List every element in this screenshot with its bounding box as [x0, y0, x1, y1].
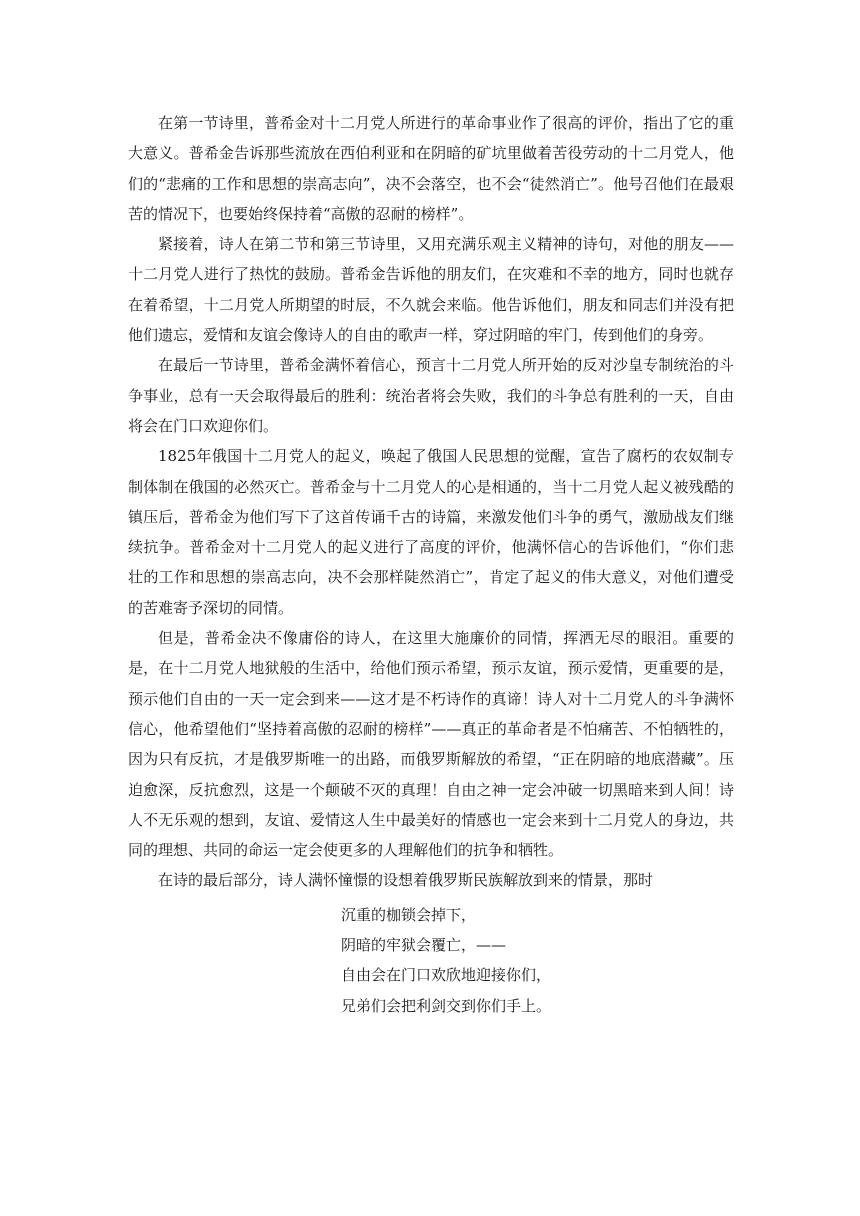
paragraph-3: 在最后一节诗里，普希金满怀着信心，预言十二月党人所开始的反对沙皇专制统治的斗争事业，总有一天会取得最后的胜利：统治者将会失败，我们的斗争总有胜利的一天，自由将会在门口欢迎你们。 [128, 356, 734, 435]
paragraph-5: 但是，普希金决不像庸俗的诗人，在这里大施廉价的同情，挥洒无尽的眼泪。重要的是，在十二月党人地狱般的生活中，给他们预示希望，预示友谊，预示爱情，更重要的是，预示他们自由的一天一定会到来——这才是不朽诗作的真谛！诗人对十二月党人的斗争满怀信心，他希望他们“坚持着高傲的忍耐的榜样”——真正的革命者是不怕痛苦、不怕牺牲的，因为只有反抗，才是俄罗斯唯一的出路，而俄罗斯解放的希望，“正在阴暗的地底潜藏”。压迫愈深，反抗愈烈，这是一个颠破不灭的真理！自由之神一定会冲破一切黑暗来到人间！诗人不无乐观的想到，友谊、爱情这人生中最美好的情感也一定会来到十二月党人的身边，共同的理想、共同的命运一定会使更多的人理解他们的抗争和牺牲。 [128, 629, 734, 860]
paragraph-1: 在第一节诗里，普希金对十二月党人所进行的革命事业作了很高的评价，指出了它的重大意义。普希金告诉那些流放在西伯利亚和在阴暗的矿坑里做着苦役劳动的十二月党人，他们的“悲痛的工作和思想的崇高志向”，决不会落空，也不会“徒然消亡”。他号召他们在最艰苦的情况下，也要始终保持着“高傲的忍耐的榜样”。 [128, 114, 734, 223]
poem-quote [128, 900, 734, 1021]
poem-line-1: 沉重的枷锁会掉下， [341, 905, 477, 924]
poem-line-2: 阴暗的牢狱会覆亡，—— [341, 936, 507, 955]
paragraph-6: 在诗的最后部分，诗人满怀憧憬的设想着俄罗斯民族解放到来的情景，那时 [158, 871, 654, 890]
poem-line-4: 兄弟们会把利剑交到你们手上。 [341, 996, 552, 1015]
poem-line-3: 自由会在门口欢欣地迎接你们， [341, 966, 552, 985]
paragraph-2: 紧接着，诗人在第二节和第三节诗里，又用充满乐观主义精神的诗句，对他的朋友——十二月党人进行了热忱的鼓励。普希金告诉他的朋友们，在灾难和不幸的地方，同时也就存在着希望，十二月党人所期望的时辰，不久就会来临。他告诉他们，朋友和同志们并没有把他们遗忘，爱情和友谊会像诗人的自由的歌声一样，穿过阴暗的牢门，传到他们的身旁。 [128, 235, 734, 345]
paragraph-4: 1825年俄国十二月党人的起义，唤起了俄国人民思想的觉醒，宣告了腐朽的农奴制专制体制在俄国的必然灭亡。普希金与十二月党人的心是相通的，当十二月党人起义被残酷的镇压后，普希金为他们写下了这首传诵千古的诗篇，来激发他们斗争的勇气，激励战友们继续抗争。普希金对十二月党人的起义进行了高度的评价，他满怀信心的告诉他们，“你们悲壮的工作和思想的崇高志向，决不会那样陡然消亡”，肯定了起义的伟大意义，对他们遭受的苦难寄予深切的同情。 [128, 447, 734, 617]
document-body [128, 108, 734, 1021]
